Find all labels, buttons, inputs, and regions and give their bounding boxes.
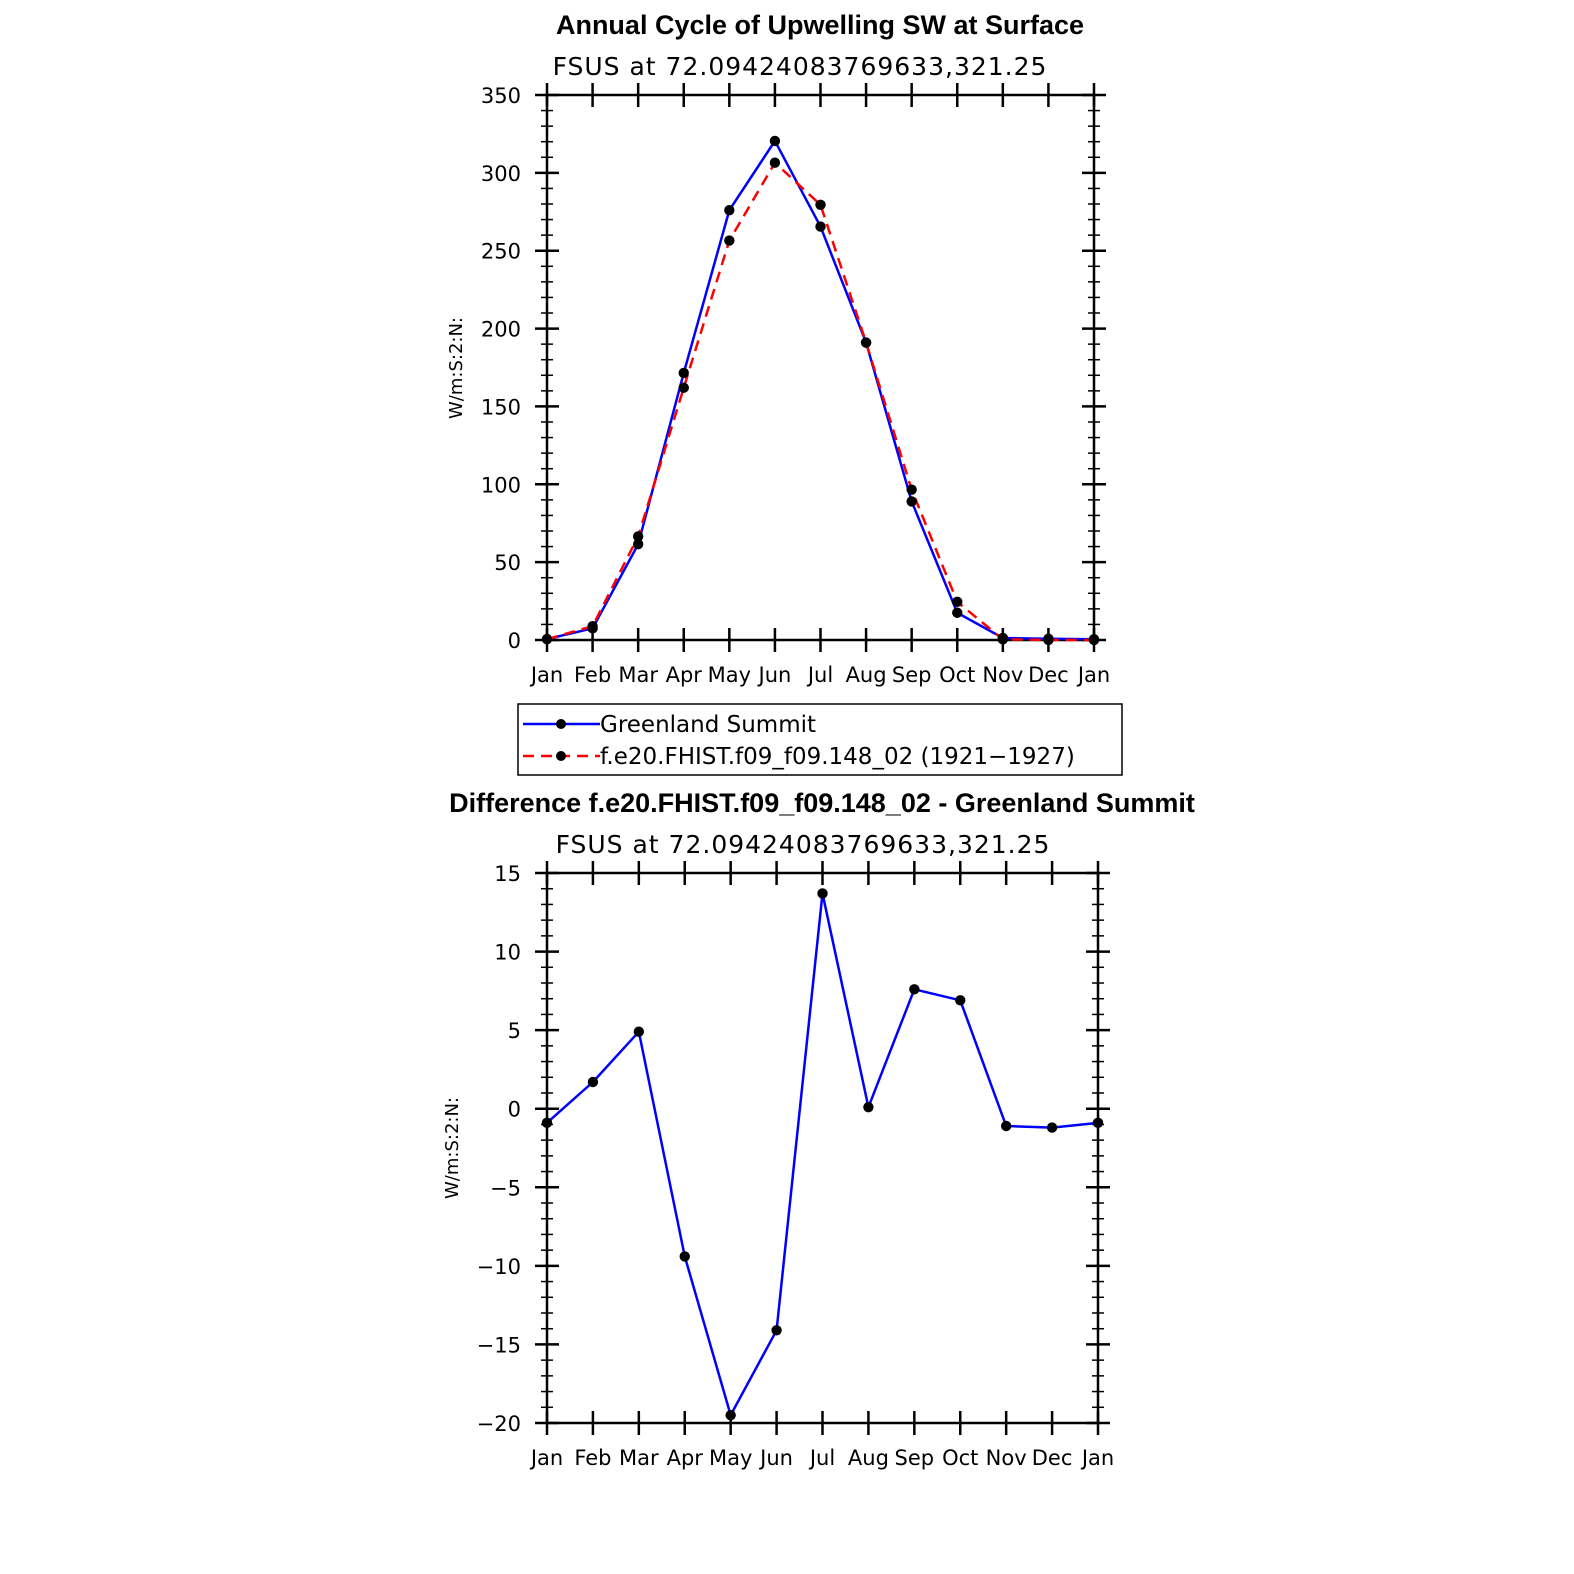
x-tick-label: Nov xyxy=(982,663,1024,687)
x-tick-label: May xyxy=(708,1446,753,1470)
chart-2-series-1-point xyxy=(863,1102,873,1112)
chart-1-series-2-point xyxy=(998,634,1008,644)
chart-1-series-1-point xyxy=(906,496,916,506)
chart-1-series-1-point xyxy=(679,368,689,378)
chart-1-series-1-point xyxy=(815,221,825,231)
chart-2-title: Difference f.e20.FHIST.f09_f09.148_02 - Greenland Summit xyxy=(449,788,1195,818)
chart-1-series-2-point xyxy=(815,200,825,210)
x-tick-label: Apr xyxy=(665,663,702,687)
chart-1-plot xyxy=(481,83,1110,687)
x-tick-label: Apr xyxy=(666,1446,703,1470)
y-tick-label: 300 xyxy=(480,161,521,186)
chart-1-series-2-point xyxy=(679,383,689,393)
chart-1-series-2-point xyxy=(1043,635,1053,645)
chart-1-series-2-point xyxy=(861,337,871,347)
x-tick-label: Jan xyxy=(530,663,564,687)
x-tick-label: Feb xyxy=(574,1446,612,1470)
x-tick-label: Aug xyxy=(845,663,887,687)
y-tick-label: 10 xyxy=(494,940,521,965)
x-tick-label: Aug xyxy=(847,1446,889,1470)
y-tick-label: 0 xyxy=(507,629,521,653)
legend-marker-series-2 xyxy=(556,751,566,761)
chart-2-series-1-point xyxy=(542,1118,552,1128)
x-tick-label: Jul xyxy=(809,1446,836,1470)
chart-2-series-1-point xyxy=(955,995,965,1005)
x-tick-label: Jun xyxy=(758,663,792,687)
x-tick-label: Mar xyxy=(618,663,658,687)
chart-1-series-2-point xyxy=(1089,635,1099,645)
x-tick-label: Feb xyxy=(573,663,612,687)
y-tick-label: 50 xyxy=(494,551,521,576)
y-tick-label: −15 xyxy=(476,1333,521,1358)
x-tick-label: Jan xyxy=(1077,663,1111,687)
chart-2-series-1-point xyxy=(680,1251,690,1261)
y-tick-label: 100 xyxy=(480,473,521,498)
legend-marker-series-1 xyxy=(556,719,566,729)
chart-1-title: Annual Cycle of Upwelling SW at Surface xyxy=(555,10,1085,40)
chart-2-ylabel: W/m:S:2:N: xyxy=(442,1097,463,1199)
chart-2-series-1-point xyxy=(817,888,827,898)
chart-1-series-1-point xyxy=(952,608,962,618)
x-tick-label: Jan xyxy=(530,1446,564,1470)
chart-1-series-2-point xyxy=(724,235,734,245)
chart-1-series-2-point xyxy=(906,485,916,495)
chart-2-series-1-line xyxy=(547,893,1098,1415)
y-tick-label: 5 xyxy=(507,1019,521,1044)
y-tick-label: 150 xyxy=(480,395,521,420)
chart-1-series-2-point xyxy=(952,597,962,607)
chart-1-series-2-point xyxy=(633,531,643,541)
x-tick-label: Jan xyxy=(1081,1446,1115,1470)
legend-label-series-1: Greenland Summit xyxy=(600,712,817,738)
chart-1-legend xyxy=(518,704,1122,775)
chart-1-series-1-point xyxy=(724,205,734,215)
x-tick-label: Jul xyxy=(807,663,834,687)
chart-2-series-1-point xyxy=(725,1410,735,1420)
x-tick-label: Sep xyxy=(891,663,932,687)
y-tick-label: −20 xyxy=(476,1412,521,1436)
chart-1-series-1-line xyxy=(547,141,1094,639)
chart-2-series-1-point xyxy=(634,1027,644,1037)
x-tick-label: Dec xyxy=(1028,663,1069,687)
legend-label-series-2: f.e20.FHIST.f09_f09.148_02 (1921−1927) xyxy=(600,744,1075,770)
x-tick-label: Nov xyxy=(985,1446,1027,1470)
chart-1-subtitle: FSUS at 72.09424083769633,321.25 xyxy=(552,52,1048,81)
chart-2-series-1-point xyxy=(771,1325,781,1335)
x-tick-label: Oct xyxy=(942,1446,979,1470)
y-tick-label: 250 xyxy=(480,239,521,264)
chart-2-subtitle: FSUS at 72.09424083769633,321.25 xyxy=(555,830,1051,859)
y-tick-label: 200 xyxy=(480,317,521,342)
chart-1-series-2-line xyxy=(547,163,1094,640)
x-tick-label: Oct xyxy=(939,663,976,687)
chart-1-series-2-point xyxy=(770,158,780,168)
chart-1-series-2-point xyxy=(542,634,552,644)
chart-2-series-1-point xyxy=(588,1077,598,1087)
y-tick-label: 350 xyxy=(480,84,521,108)
y-tick-label: −10 xyxy=(476,1254,521,1279)
x-tick-label: Jun xyxy=(760,1446,793,1470)
y-tick-label: 15 xyxy=(494,862,521,886)
x-tick-label: Sep xyxy=(894,1446,935,1470)
x-tick-label: Mar xyxy=(619,1446,659,1470)
chart-2-series-1-point xyxy=(1093,1118,1103,1128)
chart-1-series-2-point xyxy=(587,621,597,631)
y-tick-label: 0 xyxy=(507,1097,521,1122)
chart-2-series-1-point xyxy=(909,984,919,994)
x-tick-label: Dec xyxy=(1031,1446,1073,1470)
y-tick-label: −5 xyxy=(490,1176,521,1201)
chart-1-frame xyxy=(547,95,1094,640)
chart-2-series-1-point xyxy=(1001,1121,1011,1131)
x-tick-label: May xyxy=(707,663,752,687)
chart-1-ylabel: W/m:S:2:N: xyxy=(446,317,467,419)
chart-2-plot xyxy=(477,861,1115,1470)
chart-1-series-1-point xyxy=(770,136,780,146)
chart-2-series-1-point xyxy=(1047,1122,1057,1132)
chart-2-frame xyxy=(547,873,1098,1423)
